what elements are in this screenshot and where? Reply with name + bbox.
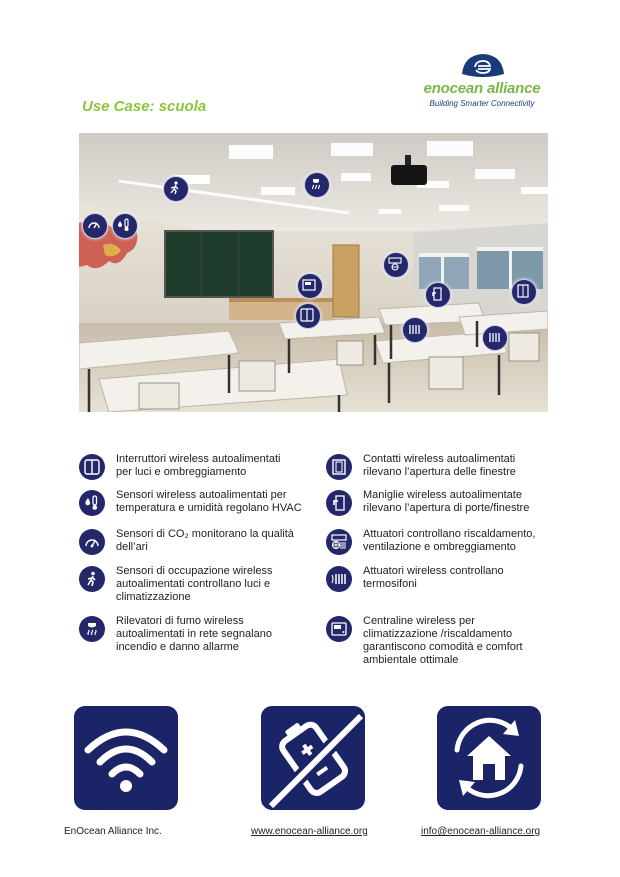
wireless-tile (74, 706, 178, 810)
logo-name: enocean alliance (423, 80, 541, 97)
photo-thermostat-panel-icon (297, 273, 323, 299)
no-battery-tile (261, 706, 365, 810)
feature-text: Attuatori controllano riscaldamento, ventilazione e ombreggiamento (363, 528, 536, 553)
feature-text: Rilevatori di fumo wireless autoalimentati in rete segnalano incendio e danno allarme (116, 615, 272, 653)
photo-co2-gauge-icon (82, 213, 108, 239)
feature-text: Maniglie wireless autoalimentate rilevano l’apertura di porte/finestre (363, 489, 530, 514)
photo-window-contact-icon (511, 279, 537, 305)
no-battery-icon (261, 706, 365, 810)
photo-light-switch-icon (295, 303, 321, 329)
footer-website-link[interactable]: www.enocean-alliance.org (251, 826, 368, 837)
wireless-signal-icon (74, 706, 178, 810)
temperature-humidity-icon (79, 490, 105, 516)
photo-smoke-detector-icon (304, 172, 330, 198)
photo-radiator-actuator-icon (402, 317, 428, 343)
window-contact-icon (326, 454, 352, 480)
co2-gauge-icon (79, 529, 105, 555)
footer-email-link[interactable]: info@enocean-alliance.org (421, 826, 541, 837)
photo-radiator-icon (482, 325, 508, 351)
thermostat-panel-icon (326, 616, 352, 642)
feature-text: Sensori wireless autoalimentati per temperatura e umidità regolano HVAC (116, 489, 302, 514)
occupancy-icon (79, 566, 105, 592)
logo-mark-icon (418, 52, 548, 82)
photo-temperature-humidity-icon (112, 213, 138, 239)
sustainable-home-tile (437, 706, 541, 810)
enocean-logo (418, 52, 548, 114)
feature-text: Centraline wireless per climatizzazione /riscaldamento garantiscono comodità e comfort ambientale ottimale (363, 615, 523, 666)
photo-occupancy-icon (163, 176, 189, 202)
feature-text: Attuatori wireless controllano termosifoni (363, 565, 504, 590)
feature-text: Sensori di CO₂ monitorano la qualità dell’ari (116, 528, 294, 553)
feature-text: Contatti wireless autoalimentati rilevano l’apertura delle finestre (363, 453, 516, 478)
actuator-fan-icon (326, 529, 352, 555)
footer-company: EnOcean Alliance Inc. (64, 826, 162, 837)
photo-door-handle-icon (425, 282, 451, 308)
feature-text: Sensori di occupazione wireless autoalimentati controllano luci e climatizzazione (116, 565, 273, 603)
sustainable-home-icon (437, 706, 541, 810)
light-switch-icon (79, 454, 105, 480)
classroom-photo (79, 133, 548, 412)
feature-text: Interruttori wireless autoalimentati per luci e ombreggiamento (116, 453, 281, 478)
logo-tagline: Building Smarter Connectivity (429, 99, 535, 108)
photo-actuator-fan-icon (383, 252, 409, 278)
smoke-detector-icon (79, 616, 105, 642)
door-handle-icon (326, 490, 352, 516)
page-title: Use Case: scuola (82, 98, 207, 115)
radiator-actuator-icon (326, 566, 352, 592)
